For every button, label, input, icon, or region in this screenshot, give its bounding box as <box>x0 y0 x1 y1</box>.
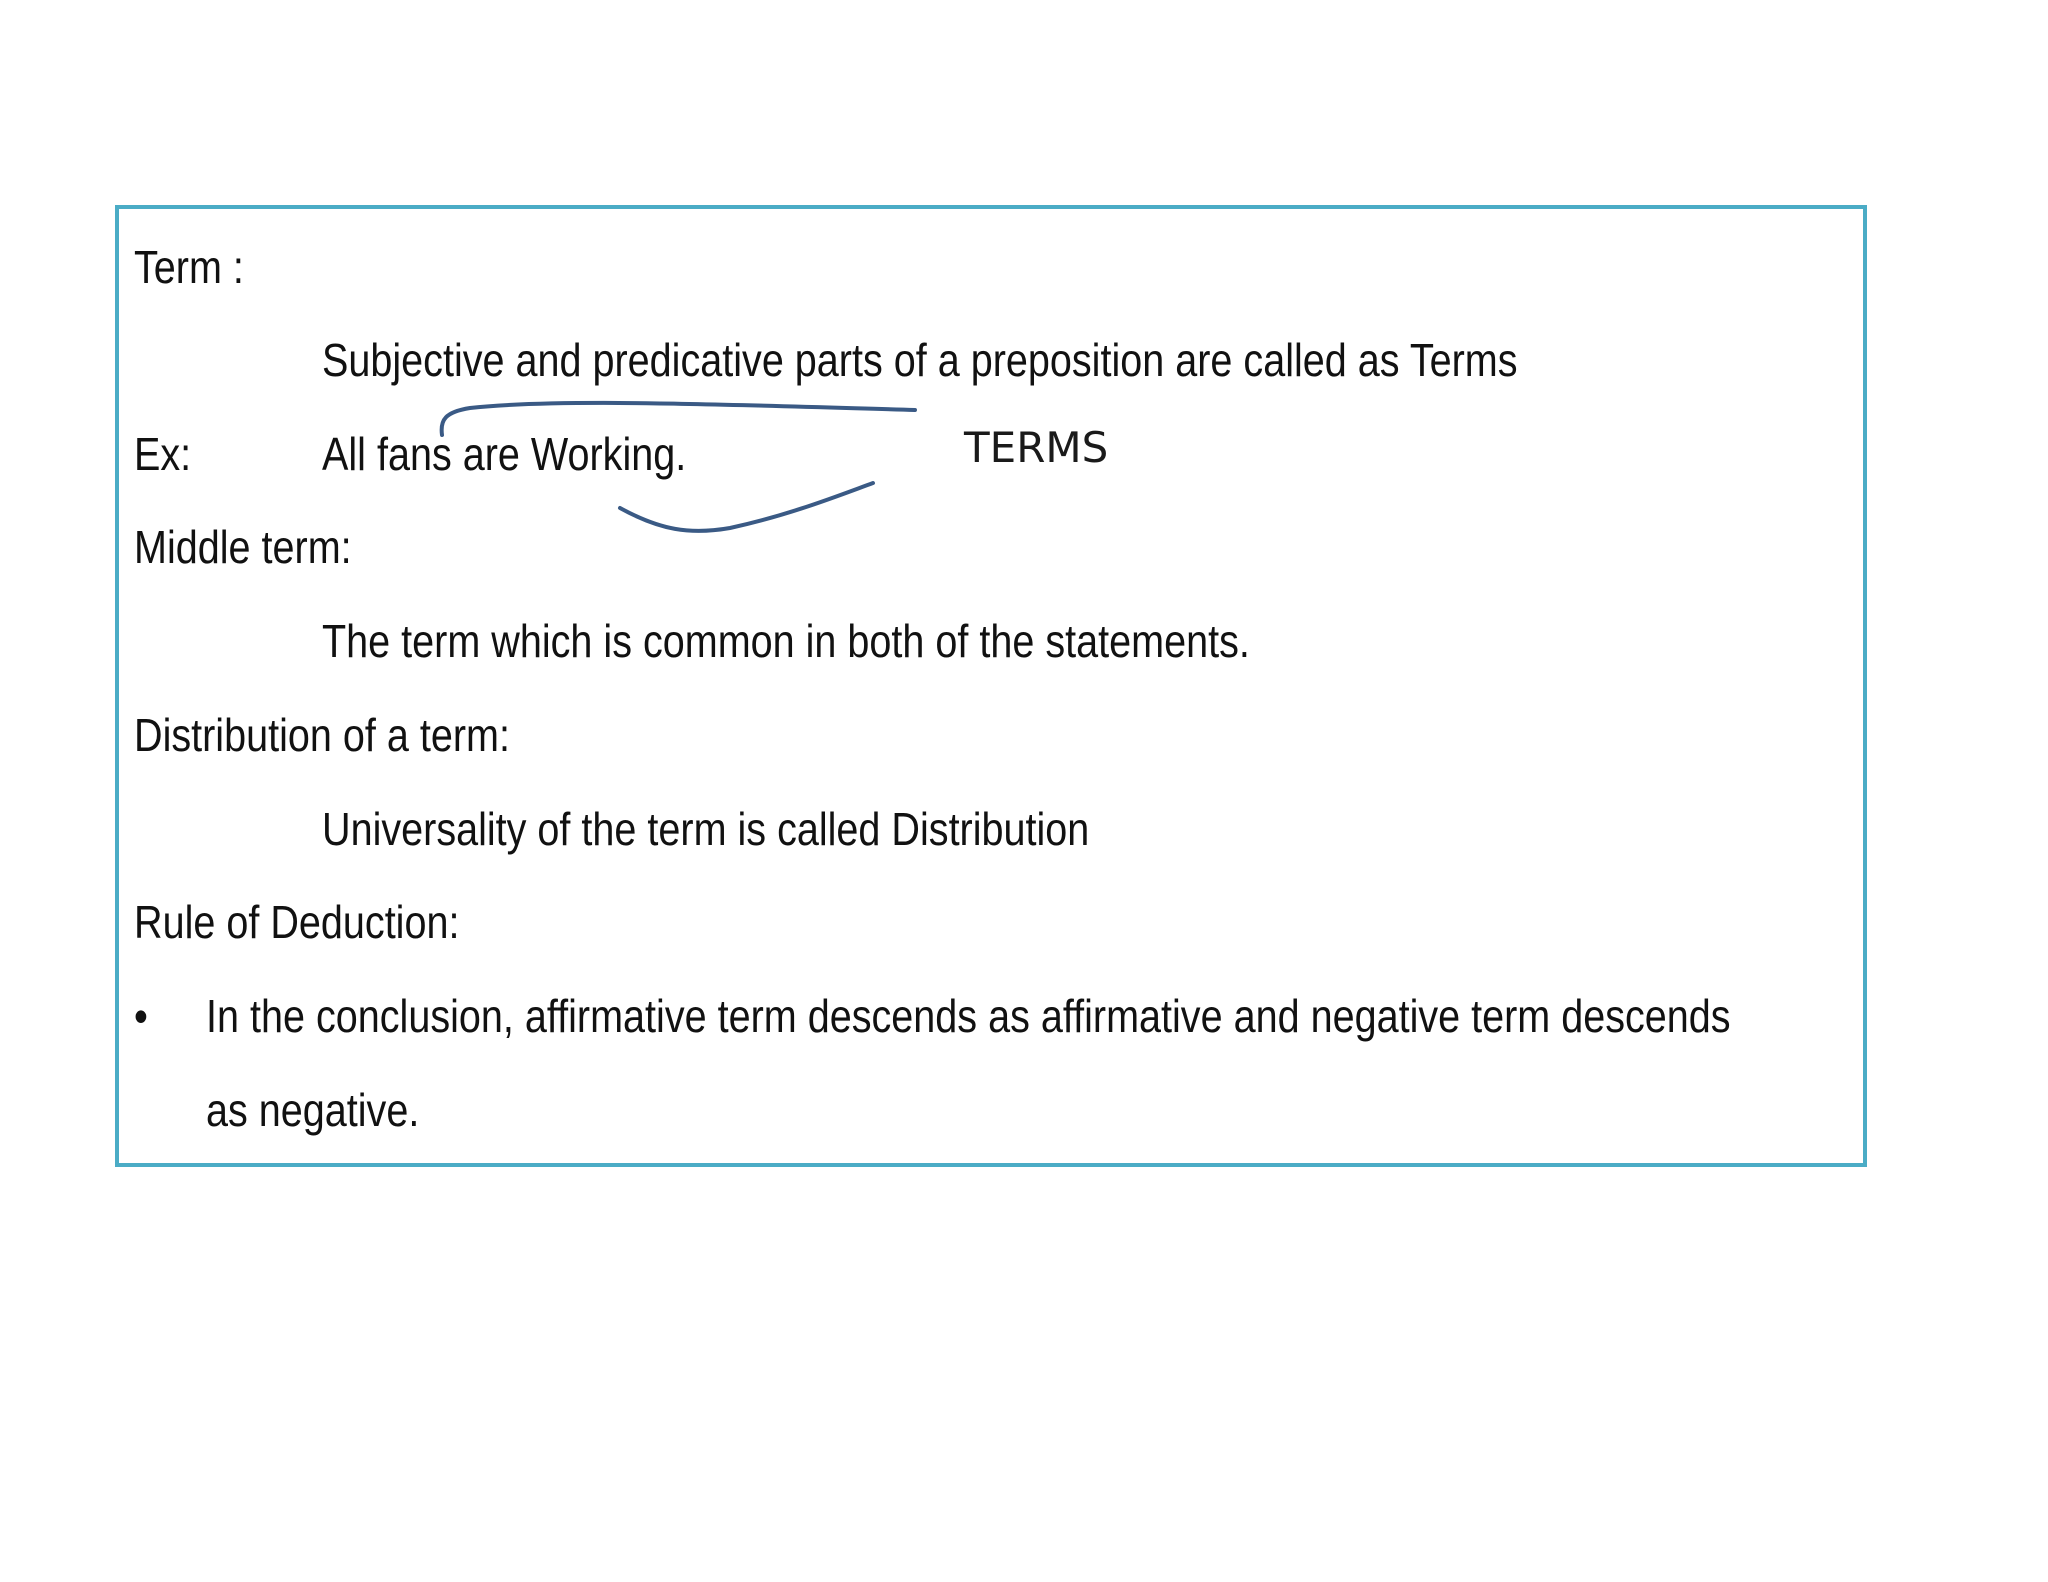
terms-annotation-label: TERMS <box>964 423 1109 472</box>
distribution-heading: Distribution of a term: <box>134 709 510 761</box>
example-label: Ex: <box>134 428 192 480</box>
distribution-definition: Universality of the term is called Distribution <box>322 803 1090 855</box>
term-definition: Subjective and predicative parts of a preposition are called as Terms <box>322 334 1518 386</box>
rule-of-deduction-heading: Rule of Deduction: <box>134 896 460 948</box>
rule-bullet-line-2: as negative. <box>206 1084 420 1136</box>
term-heading: Term : <box>134 241 244 293</box>
middle-term-heading: Middle term: <box>134 521 352 573</box>
bullet-symbol: • <box>134 990 148 1042</box>
example-text: All fans are Working. <box>322 428 687 480</box>
rule-bullet-line-1: In the conclusion, affirmative term descends as affirmative and negative term descends <box>206 990 1731 1042</box>
middle-term-definition: The term which is common in both of the statements. <box>322 615 1250 667</box>
